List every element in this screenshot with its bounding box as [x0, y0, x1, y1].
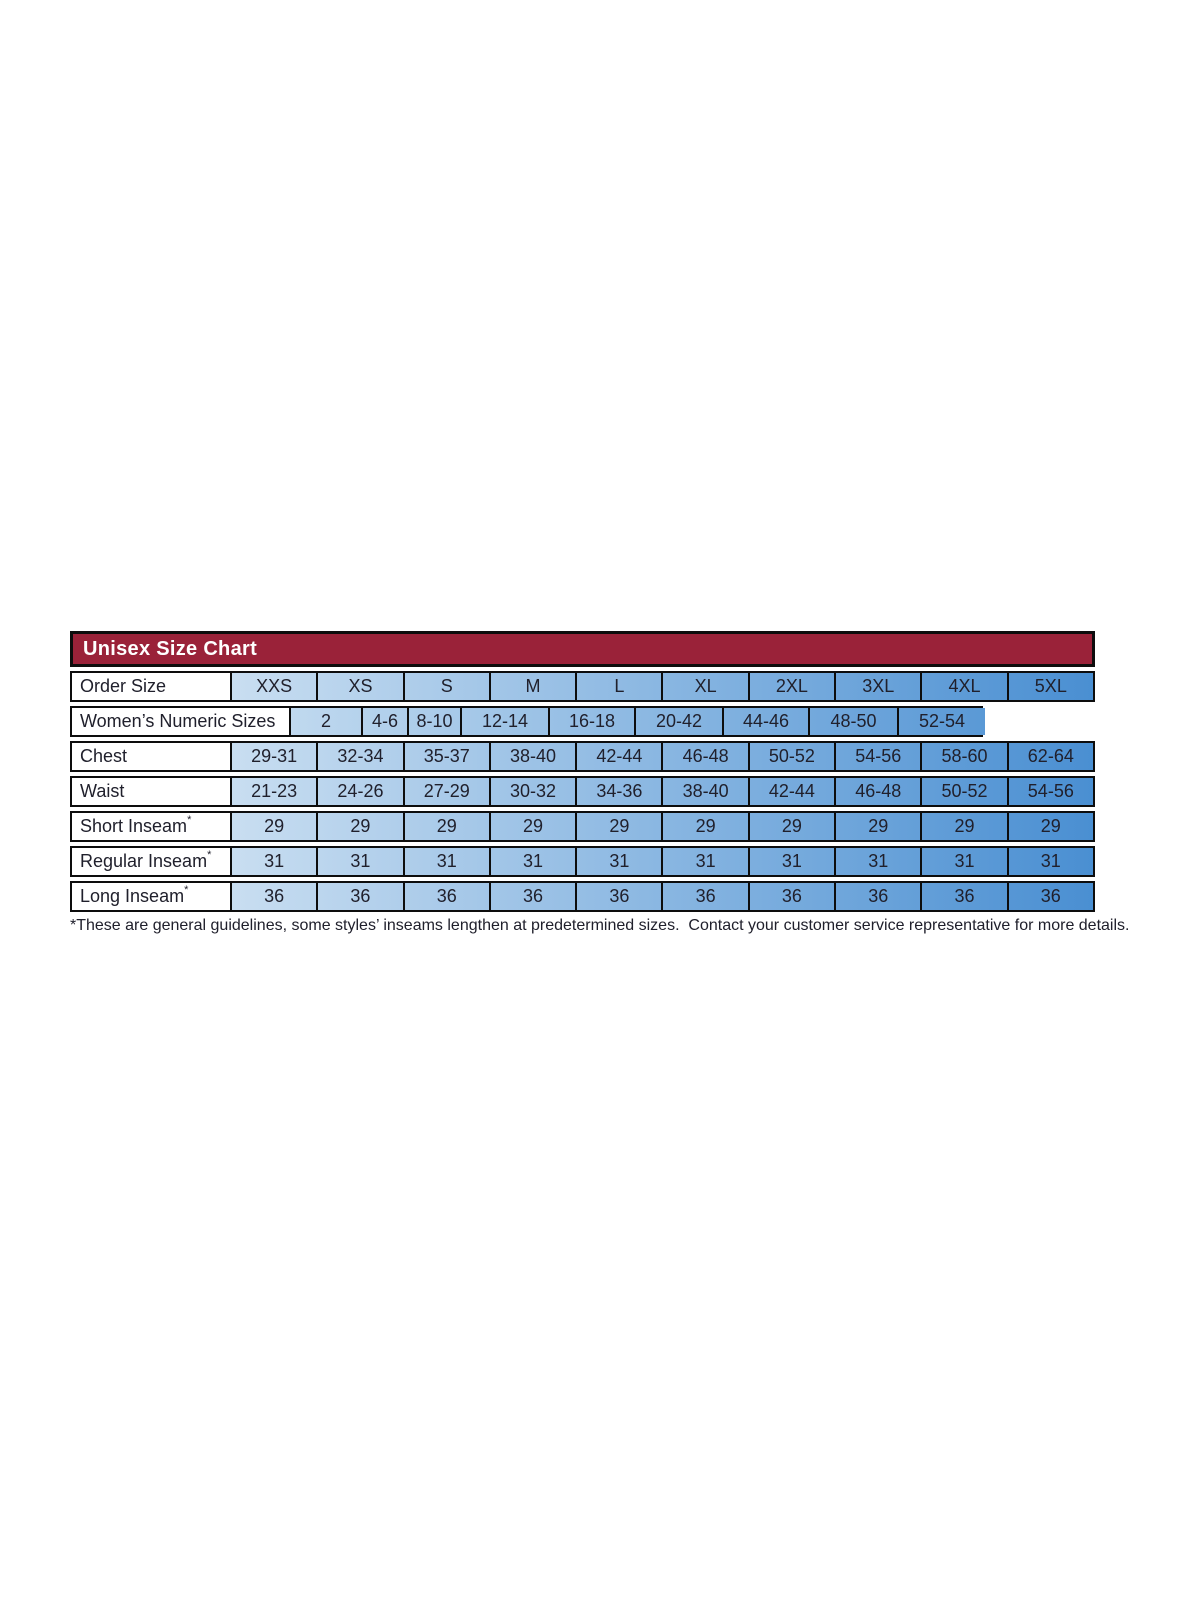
numeric-size-cell: 4-6 [361, 708, 407, 735]
numeric-size-cell: 48-50 [808, 708, 897, 735]
measurement-cell: 32-34 [316, 743, 402, 770]
measurement-cell: 36 [920, 883, 1006, 910]
measurement-cell: 29 [748, 813, 834, 840]
size-cell: XL [661, 673, 747, 700]
measurement-row [70, 741, 1095, 772]
order-size-row [70, 671, 1095, 702]
measurement-cell: 21-23 [230, 778, 316, 805]
size-cell: M [489, 673, 575, 700]
measurement-cell: 31 [489, 848, 575, 875]
measurement-cell: 36 [575, 883, 661, 910]
measurement-cell: 29 [1007, 813, 1093, 840]
measurement-cell: 36 [489, 883, 575, 910]
measurement-cell: 27-29 [403, 778, 489, 805]
measurement-label: Chest [72, 743, 230, 770]
measurement-cell: 62-64 [1007, 743, 1093, 770]
measurement-cell: 36 [316, 883, 402, 910]
measurement-cell: 58-60 [920, 743, 1006, 770]
numeric-size-cell: 2 [289, 708, 361, 735]
measurement-cell: 31 [316, 848, 402, 875]
measurement-cell: 46-48 [834, 778, 920, 805]
measurement-cell: 29 [920, 813, 1006, 840]
measurement-cell: 35-37 [403, 743, 489, 770]
numeric-sizes-cells [289, 708, 985, 735]
chart-title-bar [70, 631, 1095, 667]
measurement-row [70, 776, 1095, 807]
order-size-cells [230, 673, 1093, 700]
order-size-label: Order Size [72, 673, 230, 700]
measurement-cell: 36 [1007, 883, 1093, 910]
measurement-label: Long Inseam * [72, 883, 230, 910]
numeric-sizes-label: Women’s Numeric Sizes [72, 708, 289, 735]
measurement-row [70, 811, 1095, 842]
chart-title: Unisex Size Chart [83, 637, 258, 660]
numeric-size-cell: 44-46 [722, 708, 808, 735]
measurement-cell: 46-48 [661, 743, 747, 770]
measurement-cell: 31 [575, 848, 661, 875]
measurement-cell: 29 [834, 813, 920, 840]
measurement-cell: 29 [661, 813, 747, 840]
numeric-sizes-row [70, 706, 983, 737]
measurement-cell: 36 [661, 883, 747, 910]
measurement-cell: 31 [661, 848, 747, 875]
measurement-cells [230, 743, 1093, 770]
measurement-rows [70, 741, 1095, 912]
size-cell: 3XL [834, 673, 920, 700]
numeric-size-cell: 52-54 [897, 708, 985, 735]
size-cell: XXS [230, 673, 316, 700]
measurement-cell: 29 [489, 813, 575, 840]
measurement-cell: 31 [920, 848, 1006, 875]
size-cell: XS [316, 673, 402, 700]
measurement-cells [230, 883, 1093, 910]
measurement-cell: 31 [1007, 848, 1093, 875]
measurement-cell: 31 [748, 848, 834, 875]
measurement-cell: 29-31 [230, 743, 316, 770]
measurement-label: Regular Inseam * [72, 848, 230, 875]
measurement-cell: 54-56 [1007, 778, 1093, 805]
measurement-cell: 42-44 [748, 778, 834, 805]
measurement-cell: 42-44 [575, 743, 661, 770]
measurement-cell: 36 [403, 883, 489, 910]
measurement-cell: 36 [834, 883, 920, 910]
asterisk-marker: * [207, 849, 212, 861]
measurement-cell: 50-52 [920, 778, 1006, 805]
measurement-cells [230, 848, 1093, 875]
footnote: *These are general guidelines, some styles’ inseams lengthen at predetermined sizes. Contact your customer service representative for more details. [70, 917, 1130, 934]
measurement-label: Short Inseam * [72, 813, 230, 840]
measurement-cells [230, 813, 1093, 840]
measurement-cell: 24-26 [316, 778, 402, 805]
measurement-cell: 38-40 [489, 743, 575, 770]
asterisk-marker: * [184, 884, 189, 896]
size-cell: 4XL [920, 673, 1006, 700]
size-cell: 2XL [748, 673, 834, 700]
measurement-cell: 29 [230, 813, 316, 840]
size-cell: 5XL [1007, 673, 1093, 700]
measurement-row [70, 881, 1095, 912]
size-cell: L [575, 673, 661, 700]
measurement-cell: 34-36 [575, 778, 661, 805]
measurement-cell: 31 [230, 848, 316, 875]
measurement-cell: 54-56 [834, 743, 920, 770]
measurement-cell: 31 [834, 848, 920, 875]
measurement-cell: 31 [403, 848, 489, 875]
measurement-cell: 50-52 [748, 743, 834, 770]
measurement-cells [230, 778, 1093, 805]
measurement-cell: 29 [403, 813, 489, 840]
numeric-size-cell: 12-14 [460, 708, 548, 735]
measurement-row [70, 846, 1095, 877]
numeric-size-cell: 20-42 [634, 708, 722, 735]
size-cell: S [403, 673, 489, 700]
numeric-size-cell: 8-10 [407, 708, 460, 735]
measurement-cell: 36 [748, 883, 834, 910]
measurement-cell: 29 [316, 813, 402, 840]
measurement-cell: 30-32 [489, 778, 575, 805]
asterisk-marker: * [187, 814, 192, 826]
measurement-cell: 36 [230, 883, 316, 910]
measurement-cell: 29 [575, 813, 661, 840]
measurement-cell: 38-40 [661, 778, 747, 805]
size-chart-table [70, 631, 1095, 912]
measurement-label: Waist [72, 778, 230, 805]
numeric-size-cell: 16-18 [548, 708, 634, 735]
